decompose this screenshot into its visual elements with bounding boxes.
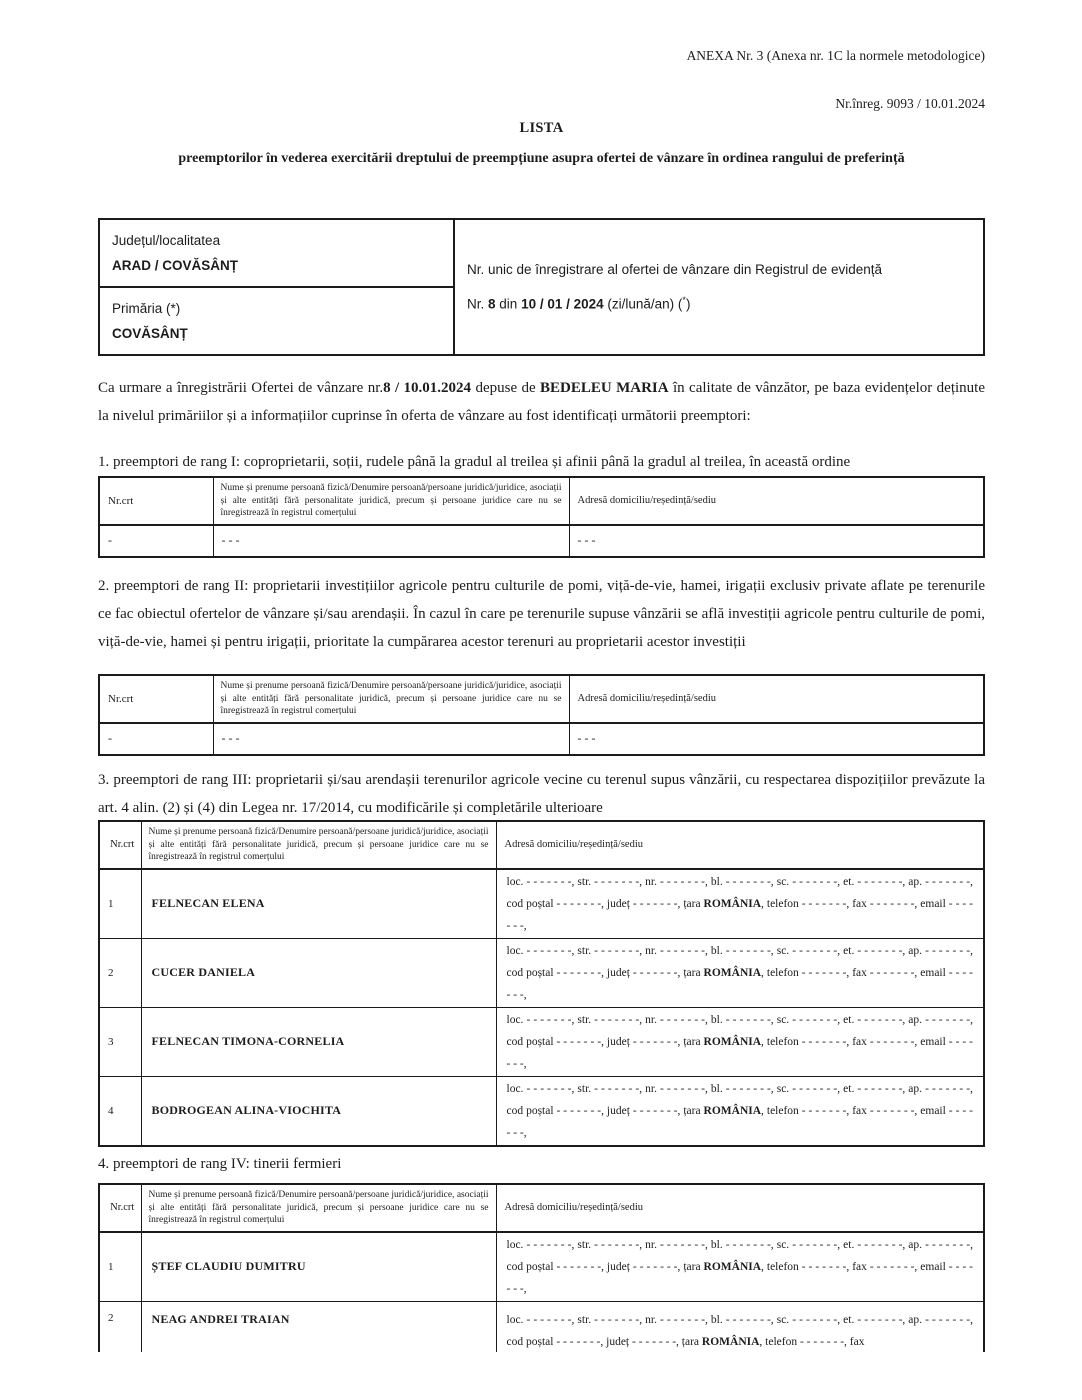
address-cell: loc. - - - - - - -, str. - - - - - - -, nr. - - - - - - -, bl. - - - - - - -, sc. - - - - - - -, et. - - - - - - -, ap. - - - - - - -, cod poștal - - - - - - -, județ - - - - - - -, țara ROMÂNIA, telefon - - - - - - -, fax - - - - - - -, email - - - - - - -, xyxy=(496,1007,984,1076)
rank2-empty-row xyxy=(99,723,984,755)
column-header-address: Adresă domiciliu/reședință/sediu xyxy=(496,1184,984,1232)
name-cell: - - - xyxy=(213,723,569,755)
column-header-address: Adresă domiciliu/reședință/sediu xyxy=(569,477,984,525)
address-cell: loc. - - - - - - -, str. - - - - - - -, nr. - - - - - - -, bl. - - - - - - -, sc. - - - - - - -, et. - - - - - - -, ap. - - - - - - -, cod poștal - - - - - - -, județ - - - - - - -, țara ROMÂNIA, telefon - - - - - - -, fax - - - - - - -, email - - - - - - -, xyxy=(496,1076,984,1146)
rank2-table-header-row xyxy=(99,675,984,723)
column-header-address: Adresă domiciliu/reședință/sediu xyxy=(569,675,984,723)
primaria-label: Primăria (*) xyxy=(112,301,181,316)
table-row xyxy=(99,1232,984,1302)
preemptor-name: BODROGEAN ALINA-VIOCHITA xyxy=(141,1076,496,1146)
table-row xyxy=(99,1076,984,1146)
primaria-value: COVĂSÂNȚ xyxy=(112,326,188,341)
table-row xyxy=(99,938,984,1007)
primaria-cell xyxy=(99,287,454,355)
country-name: ROMÂNIA xyxy=(703,897,762,910)
address-cell: loc. - - - - - - -, str. - - - - - - -, nr. - - - - - - -, bl. - - - - - - -, sc. - - - - - - -, et. - - - - - - -, ap. - - - - - - -, cod poștal - - - - - - -, județ - - - - - - -, țara ROMÂNIA, telefon - - - - - - -, fax - - - - - - -, email - - - - - - -, xyxy=(496,938,984,1007)
rank2-table xyxy=(98,674,985,756)
rank1-empty-row xyxy=(99,525,984,557)
annex-reference: ANEXA Nr. 3 (Anexa nr. 1C la normele metodologice) xyxy=(686,48,985,63)
rank1-table xyxy=(98,476,985,558)
preemptor-name: CUCER DANIELA xyxy=(141,938,496,1007)
preemptor-name: NEAG ANDREI TRAIAN xyxy=(141,1301,496,1352)
column-header-nr: Nr.crt xyxy=(99,821,141,869)
nr-cell: 2 xyxy=(99,938,141,1007)
column-header-nr: Nr.crt xyxy=(99,477,213,525)
document-subtitle: preemptorilor în vederea exercitării dreptului de preempțiune asupra ofertei de vânzare în ordinea rangului de preferință xyxy=(178,151,905,166)
county-registry-table xyxy=(98,218,985,356)
address-cell: loc. - - - - - - -, str. - - - - - - -, nr. - - - - - - -, bl. - - - - - - -, sc. - - - - - - -, et. - - - - - - -, ap. - - - - - - -, cod poștal - - - - - - -, județ - - - - - - -, țara ROMÂNIA, telefon - - - - - - -, fax xyxy=(496,1301,984,1352)
section-rank2-heading: 2. preemptori de rang II: proprietarii investițiilor agricole pentru culturile de pomi, viță-de-vie, hamei, irigații exclusiv private aflate pe terenurile ce fac obiectul ofertelor de vânzare și/sau arendașii. În cazul în care pe terenurile supuse vânzării se află investiții agricole pentru culturile de pomi, viță-de-vie, hamei și pentru irigații, prioritate la cumpărarea acestor terenuri au proprietarii acestor investiții xyxy=(98,578,985,650)
country-name: ROMÂNIA xyxy=(703,1035,762,1048)
nr-cell: 2 xyxy=(99,1301,141,1352)
column-header-name: Nume și prenume persoană fizică/Denumire persoană/persoane juridică/juridice, asociații și alte entități fără personalitate juridică, precum și persoane juridice care nu se înregistrează în registrul comerțului xyxy=(213,477,569,525)
country-name: ROMÂNIA xyxy=(703,1260,762,1273)
rank3-table xyxy=(98,820,985,1147)
document-body xyxy=(98,0,985,1400)
address-cell: - - - xyxy=(569,723,984,755)
address-cell: loc. - - - - - - -, str. - - - - - - -, nr. - - - - - - -, bl. - - - - - - -, sc. - - - - - - -, et. - - - - - - -, ap. - - - - - - -, cod poștal - - - - - - -, județ - - - - - - -, țara ROMÂNIA, telefon - - - - - - -, fax - - - - - - -, email - - - - - - -, xyxy=(496,1232,984,1302)
rank1-table-header-row xyxy=(99,477,984,525)
offer-number: 8 / 10.01.2024 xyxy=(383,380,472,396)
preemptor-name: ȘTEF CLAUDIU DUMITRU xyxy=(141,1232,496,1302)
rank4-table-clip xyxy=(98,1183,985,1352)
nr-cell: 1 xyxy=(99,869,141,939)
document-title: LISTA xyxy=(519,120,564,136)
rank3-table-header-row xyxy=(99,821,984,869)
table-row xyxy=(99,869,984,939)
nr-cell: - xyxy=(99,525,213,557)
table-row-clipped xyxy=(99,1301,984,1352)
rank4-table xyxy=(98,1183,985,1352)
preemptor-name: FELNECAN TIMONA-CORNELIA xyxy=(141,1007,496,1076)
column-header-nr: Nr.crt xyxy=(99,675,213,723)
column-header-name: Nume și prenume persoană fizică/Denumire persoană/persoane juridică/juridice, asociații și alte entități fără personalitate juridică, precum și persoane juridice care nu se înregistrează în registrul comerțului xyxy=(141,1184,496,1232)
section-rank3-heading: 3. preemptori de rang III: proprietarii și/sau arendașii terenurilor agricole vecine cu terenul supus vânzării, cu respectarea dispozițiilor prevăzute la art. 4 alin. (2) și (4) din Legea nr. 17/2014, cu modificările și completările ulterioare xyxy=(98,772,985,816)
section-rank1-heading: 1. preemptori de rang I: coproprietarii, soții, rudele până la gradul al treilea și afinii până la gradul al treilea, în această ordine xyxy=(98,454,851,470)
preemptor-name: FELNECAN ELENA xyxy=(141,869,496,939)
nr-cell: - xyxy=(99,723,213,755)
rank4-table-header-row xyxy=(99,1184,984,1232)
county-label: Județul/localitatea xyxy=(112,233,221,248)
country-name: ROMÂNIA xyxy=(703,966,762,979)
section-rank4-heading: 4. preemptori de rang IV: tinerii fermieri xyxy=(98,1156,342,1172)
column-header-nr: Nr.crt xyxy=(99,1184,141,1232)
name-cell: - - - xyxy=(213,525,569,557)
registration-number-line: Nr.înreg. 9093 / 10.01.2024 xyxy=(835,96,985,111)
column-header-name: Nume și prenume persoană fizică/Denumire persoană/persoane juridică/juridice, asociații și alte entități fără personalitate juridică, precum și persoane juridice care nu se înregistrează în registrul comerțului xyxy=(213,675,569,723)
county-value: ARAD / COVĂSÂNȚ xyxy=(112,258,239,273)
column-header-address: Adresă domiciliu/reședință/sediu xyxy=(496,821,984,869)
intro-paragraph: Ca urmare a înregistrării Ofertei de vânzare nr.8 / 10.01.2024 depuse de BEDELEU MARIA în calitate de vânzător, pe baza evidențelor deținute la nivelul primăriilor și a informațiilor cuprinse în oferta de vânzare au fost identificați următorii preemptori: xyxy=(98,380,985,424)
registry-description: Nr. unic de înregistrare al ofertei de vânzare din Registrul de evidență xyxy=(467,261,882,277)
footnote-star: * xyxy=(682,294,686,305)
registry-cell xyxy=(454,219,984,355)
registry-number-line: Nr. 8 din 10 / 01 / 2024 (zi/lună/an) (*) xyxy=(467,294,691,312)
nr-cell: 1 xyxy=(99,1232,141,1302)
nr-cell: 3 xyxy=(99,1007,141,1076)
county-cell xyxy=(99,219,454,287)
column-header-name: Nume și prenume persoană fizică/Denumire persoană/persoane juridică/juridice, asociații și alte entități fără personalitate juridică, precum și persoane juridice care nu se înregistrează în registrul comerțului xyxy=(141,821,496,869)
nr-cell: 4 xyxy=(99,1076,141,1146)
seller-name: BEDELEU MARIA xyxy=(540,380,669,396)
country-name: ROMÂNIA xyxy=(703,1104,762,1117)
address-cell: - - - xyxy=(569,525,984,557)
country-name: ROMÂNIA xyxy=(701,1335,760,1348)
address-cell: loc. - - - - - - -, str. - - - - - - -, nr. - - - - - - -, bl. - - - - - - -, sc. - - - - - - -, et. - - - - - - -, ap. - - - - - - -, cod poștal - - - - - - -, județ - - - - - - -, țara ROMÂNIA, telefon - - - - - - -, fax - - - - - - -, email - - - - - - -, xyxy=(496,869,984,939)
table-row xyxy=(99,1007,984,1076)
